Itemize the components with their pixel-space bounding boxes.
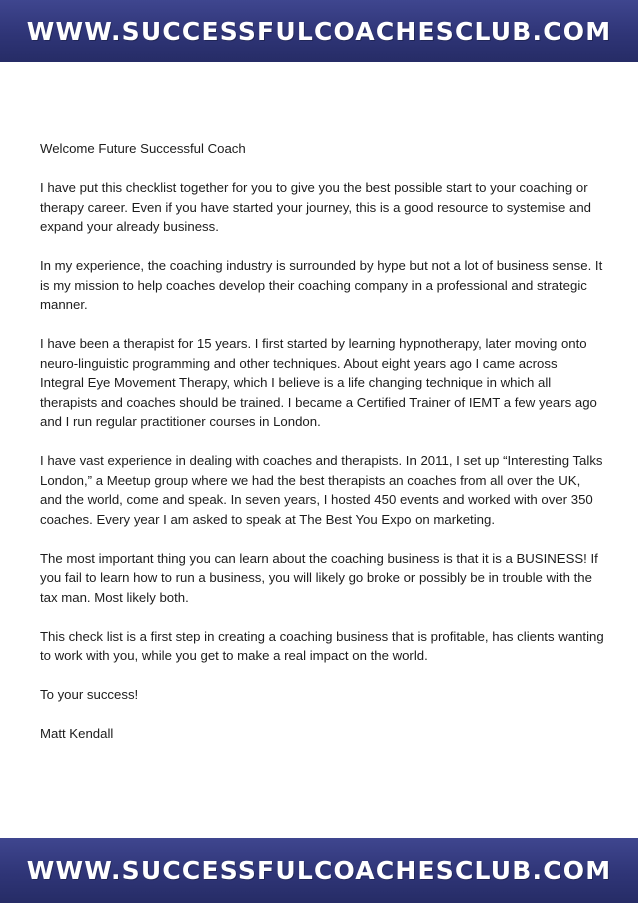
letter-paragraph-experience: I have vast experience in dealing with coaches and therapists. In 2011, I set up “Interesting Talks London,” a Meetup group where we had the best therapists an coaches from all over the UK, and the world, come and speak. In seven years, I hosted 450 events and worked with over 350 coaches. Every year I am asked to speak at The Best You Expo on marketing. [40, 453, 603, 527]
footer-website-url: WWW.SUCCESSFULCOACHESCLUB.COM [26, 856, 612, 885]
header-banner [0, 0, 638, 62]
footer-banner [0, 838, 638, 903]
header-website-url: WWW.SUCCESSFULCOACHESCLUB.COM [26, 16, 612, 46]
letter-paragraph-mission: In my experience, the coaching industry is surrounded by hype but not a lot of business sense. It is my mission to help coaches develop their coaching company in a professional and strategic manner. [40, 258, 603, 312]
letter-body [40, 139, 605, 763]
letter-signature: Matt Kendall [40, 726, 114, 741]
letter-closing: To your success! [40, 687, 139, 702]
letter-paragraph-intro: I have put this checklist together for you to give you the best possible start to your coaching or therapy career. Even if you have started your journey, this is a good resource to systemise and expand your already business. [40, 180, 591, 234]
letter-greeting: Welcome Future Successful Coach [40, 141, 246, 156]
letter-paragraph-background: I have been a therapist for 15 years. I first started by learning hypnotherapy, later moving onto neuro-linguistic programming and other techniques. About eight years ago I came across Integral Eye Movement Therapy, which I believe is a life changing technique in which all therapists and coaches should be trained. I became a Certified Trainer of IEMT a few years ago and I run regular practitioner courses in London. [40, 336, 597, 429]
letter-paragraph-business: The most important thing you can learn about the coaching business is that it is a BUSINESS! If you fail to learn how to run a business, you will likely go broke or possibly be in trouble with the tax man. Most likely both. [40, 550, 598, 605]
letter-paragraph-checklist: This check list is a first step in creating a coaching business that is profitable, has clients wanting to work with you, while you get to make a real impact on the world. [40, 628, 604, 663]
